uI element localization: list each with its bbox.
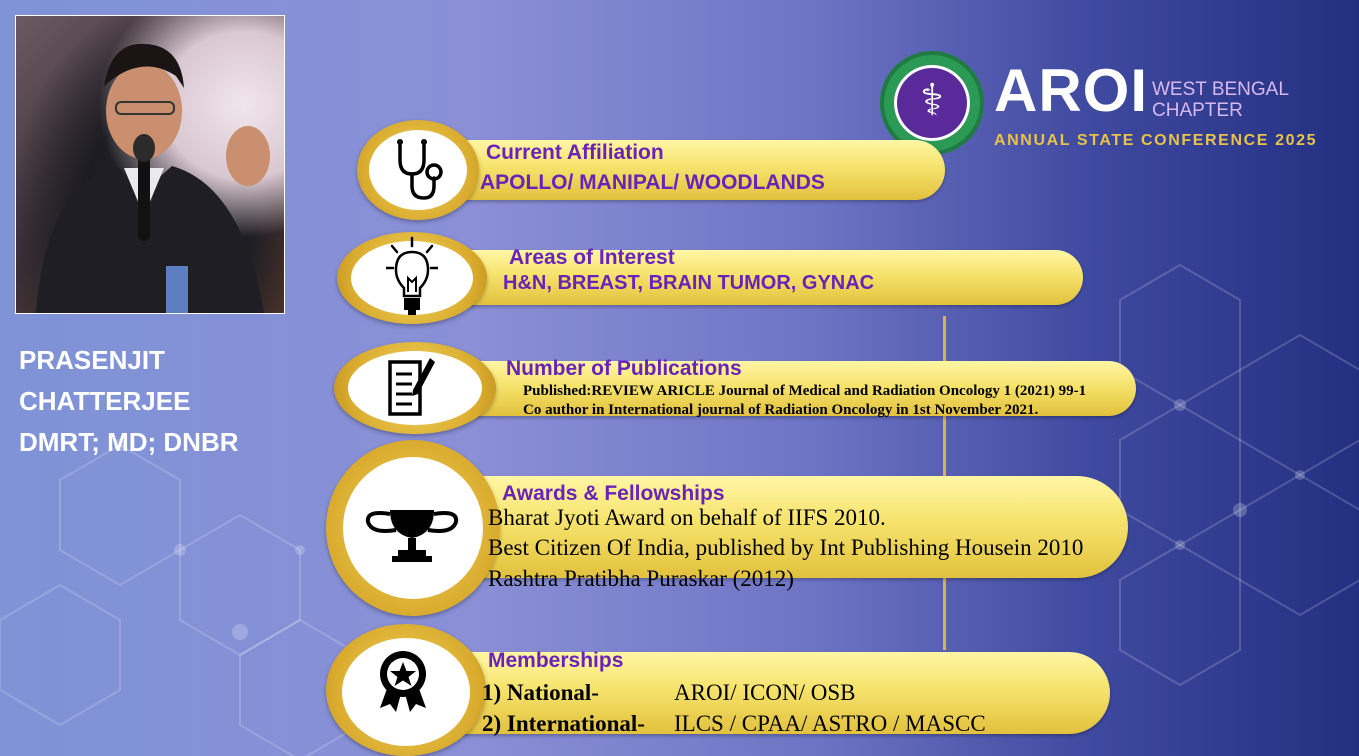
- interest-icon-ring: [337, 232, 487, 324]
- speaker-last-name: CHATTERJEE: [19, 386, 191, 416]
- speaker-name-block: [19, 340, 239, 463]
- awards-title: Awards & Fellowships: [502, 482, 725, 505]
- speaker-degrees: DMRT; MD; DNBR: [19, 427, 239, 457]
- membership-national-value: AROI/ ICON/ OSB: [674, 680, 856, 705]
- interest-title: Areas of Interest: [509, 246, 675, 269]
- award-badge-icon: [374, 650, 432, 712]
- award-item-3: Rashtra Pratibha Puraskar (2012): [488, 566, 794, 591]
- speaker-first-name: PRASENJIT: [19, 345, 165, 375]
- document-pen-icon: [386, 356, 436, 418]
- stethoscope-icon: [388, 138, 448, 202]
- publications-title: Number of Publications: [506, 357, 742, 380]
- publication-line-1: Published:REVIEW ARICLE Journal of Medical and Radiation Oncology 1 (2021) 99-1: [523, 383, 1087, 399]
- trophy-icon: [362, 504, 462, 564]
- speaker-silhouette-icon: [16, 16, 284, 313]
- awards-icon-ring: [326, 440, 500, 616]
- membership-national: [482, 677, 855, 708]
- membership-national-label: 1) National-: [482, 680, 599, 705]
- logo-chapter-text: [1152, 79, 1289, 121]
- award-item-2: Best Citizen Of India, published by Int Publishing Housein 2010: [488, 535, 1084, 560]
- lightbulb-icon: [386, 236, 438, 318]
- memberships-icon-ring: [326, 624, 486, 756]
- award-item-1: Bharat Jyoti Award on behalf of IIFS 2010.: [488, 505, 886, 530]
- publications-icon-ring: [334, 342, 496, 434]
- interest-value: H&N, BREAST, BRAIN TUMOR, GYNAC: [503, 272, 875, 294]
- logo-chapter-line2: CHAPTER: [1152, 100, 1243, 121]
- affiliation-title: Current Affiliation: [486, 141, 664, 164]
- speaker-photo: [15, 15, 285, 314]
- membership-international-label: 2) International-: [482, 711, 645, 736]
- logo-chapter-line1: WEST BENGAL: [1152, 79, 1289, 100]
- logo-conference-text: ANNUAL STATE CONFERENCE 2025: [994, 132, 1318, 149]
- membership-international-value: ILCS / CPAA/ ASTRO / MASCC: [674, 711, 986, 736]
- logo-brand-text: AROI: [994, 57, 1148, 124]
- aroi-logo: [880, 45, 1340, 155]
- memberships-title: Memberships: [488, 649, 624, 672]
- affiliation-icon-ring: [357, 120, 479, 220]
- affiliation-value: APOLLO/ MANIPAL/ WOODLANDS: [480, 171, 825, 194]
- publication-line-2: Co author in International journal of Radiation Oncology in 1st November 2021.: [523, 402, 1039, 418]
- membership-international: [482, 708, 986, 739]
